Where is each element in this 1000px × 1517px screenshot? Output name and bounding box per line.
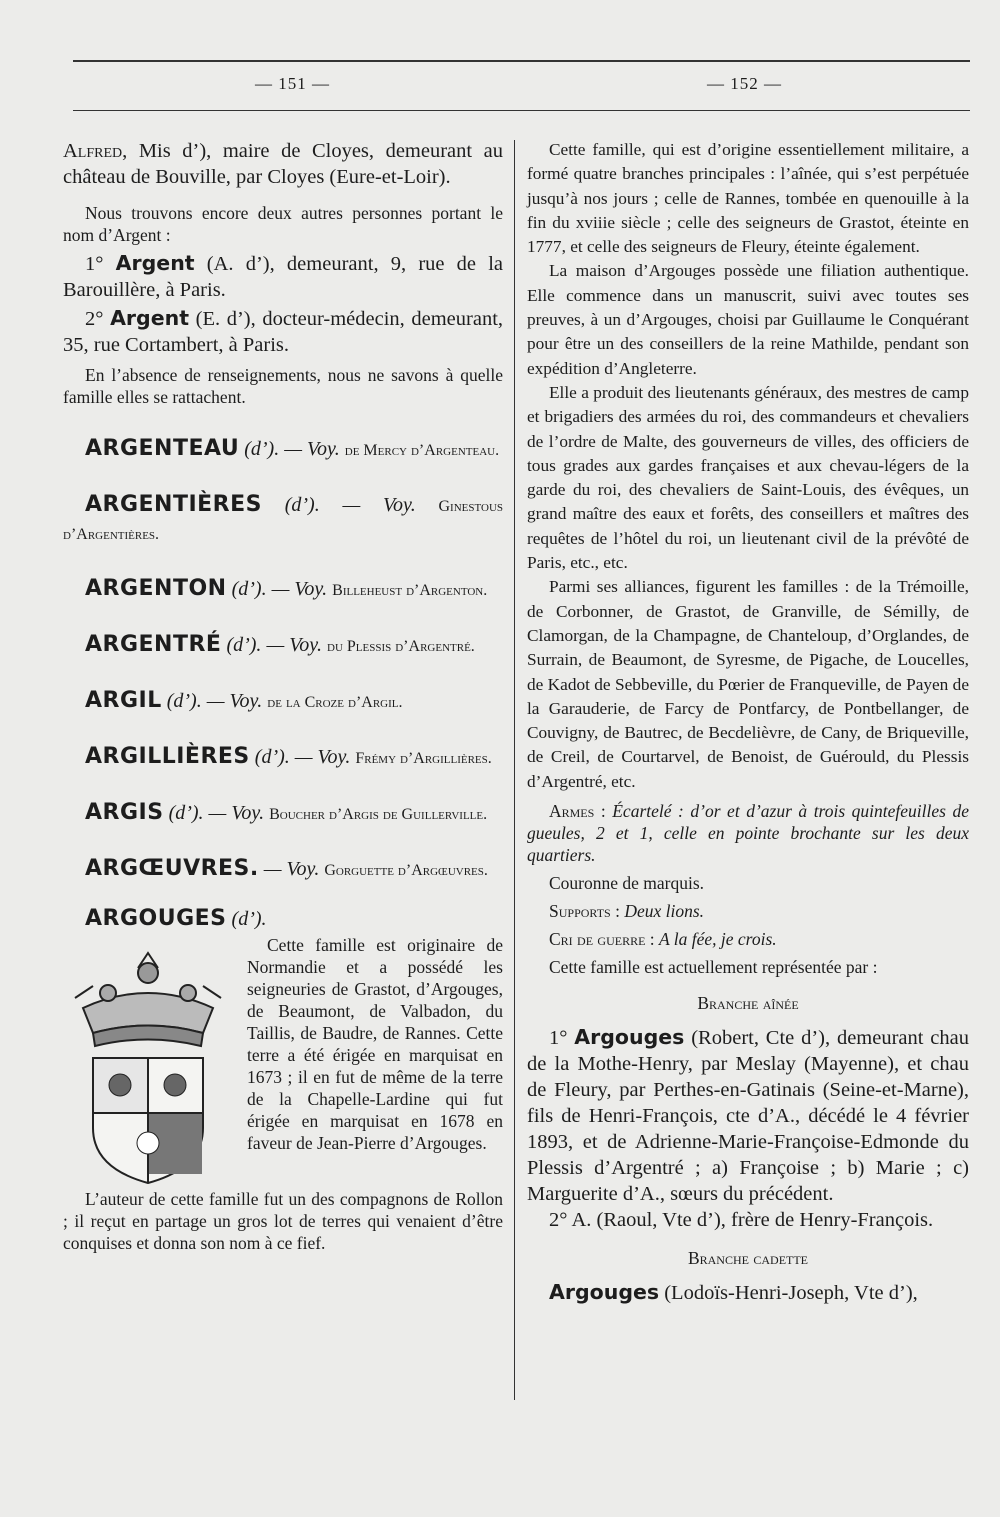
absence-text: En l’absence de renseignements, nous ne savons à quelle famille elles se rattachent.	[63, 365, 503, 407]
arms-text: Écartelé : d’or et d’azur à trois quintefeuilles de gueules, 2 et 1, celle en pointe brochante sur les deux quartiers.	[527, 801, 969, 866]
argent1-text: (A. d’), demeurant, 9, rue de la Barouillère, à Paris.	[63, 253, 504, 301]
entry-voy: — Voy.	[266, 634, 322, 656]
alfred-name: Alfred	[63, 140, 123, 162]
intro-text: Nous trouvons encore deux autres personnes portant le nom d’Argent :	[63, 203, 503, 245]
cross-reference-entry	[63, 688, 503, 716]
robert-number: 1°	[549, 1027, 568, 1050]
entry-headword: ARGIS	[85, 800, 164, 825]
entry-voy: — Voy.	[294, 746, 351, 768]
argouges-particle: (d’).	[231, 908, 267, 930]
top-rule	[73, 60, 970, 62]
entry-voy: — Voy.	[263, 858, 320, 880]
entry-headword: ARGILLIÈRES	[85, 744, 250, 769]
cross-reference-entry	[63, 436, 503, 464]
cross-reference-entry	[63, 800, 503, 828]
entry-particle: (d’).	[284, 494, 320, 516]
entry-argouges-heading	[63, 906, 503, 932]
entry-headword: ARGENTRÉ	[85, 632, 222, 657]
entry-particle: (d’).	[254, 746, 290, 768]
lodois-name: Argouges	[549, 1280, 660, 1305]
entry-alfred	[63, 138, 503, 190]
entry-voy: — Voy.	[271, 578, 328, 600]
entry-particle: (d’).	[168, 802, 204, 824]
entry-reference: Ginestous d’Argentières.	[63, 498, 504, 543]
argent2-number: 2°	[85, 308, 104, 330]
supporters	[527, 900, 969, 922]
entry-reference: Gorguette d’Argœuvres.	[324, 862, 488, 879]
raoul-number: 2°	[549, 1209, 568, 1232]
branch-elder-heading: Branche aînée	[697, 993, 799, 1014]
argouges-headword: ARGOUGES	[85, 906, 227, 931]
cross-reference-entry	[63, 492, 503, 548]
argent2-text: (E. d’), docteur-médecin, demeurant, 35, rue Cortambert, à Paris.	[63, 308, 504, 356]
cross-reference-entry	[63, 632, 503, 660]
cross-reference-list	[63, 436, 503, 884]
entry-voy: — Voy.	[342, 494, 416, 516]
entry-raoul	[527, 1207, 969, 1233]
entry-reference: Frémy d’Argillières.	[355, 750, 492, 767]
page-number-right: — 152 —	[707, 74, 782, 93]
entry-robert	[527, 1024, 969, 1207]
robert-name: Argouges	[574, 1025, 685, 1050]
entry-lodois	[527, 1279, 969, 1306]
entry-reference: de Mercy d’Argenteau.	[344, 442, 500, 459]
arms-label: Armes :	[549, 801, 606, 822]
entry-particle: (d’).	[244, 438, 280, 460]
entry-particle: (d’).	[226, 634, 262, 656]
argent1-name: Argent	[115, 251, 195, 275]
left-column	[63, 138, 503, 1254]
family-branches-text: Cette famille, qui est d’origine essentiellement militaire, a formé quatre branches principales : l’aînée, qui s’est perpétuée jusqu’à nos jours ; celle de Rannes, tombée en quenouille à la fin du xviiie siècle ; celle des seigneurs de Grastot, éteinte en 1777, et celle des seigneurs de Fleury, éteinte également.	[527, 140, 969, 257]
argent1-number: 1°	[85, 253, 104, 275]
war-cry-text: A la fée, je crois.	[659, 929, 777, 950]
entry-particle: (d’).	[166, 690, 202, 712]
lodois-text: (Lodoïs-Henri-Joseph, Vte d’),	[664, 1282, 918, 1305]
entry-headword: ARGIL	[85, 688, 162, 713]
supporters-label: Supports :	[549, 901, 620, 922]
entry-argent-2	[63, 305, 503, 358]
war-cry	[527, 928, 969, 950]
arms-blazon	[527, 800, 969, 866]
argouges-origin: L’auteur de cette famille fut un des compagnons de Rollon ; il reçut en partage un gros lot de terres qui venaient d’être conquises et donna son nom à ce fief.	[63, 1189, 503, 1253]
raoul-text: A. (Raoul, Vte d’), frère de Henry-François.	[571, 1209, 934, 1232]
crown-text: Couronne de marquis.	[549, 873, 705, 894]
entry-reference: Boucher d’Argis de Guillerville.	[269, 806, 488, 823]
entry-voy: — Voy.	[208, 802, 265, 824]
cross-reference-entry	[63, 856, 503, 884]
offices-text: Elle a produit des lieutenants généraux, des mestres de camp et brigadiers des armées du roi, des commandeurs et chevaliers de l’ordre de Malte, des gouverneurs de villes, des officiers de tous grades aux gardes françaises et aux chevau-légers de la garde du roi, des chevaliers de Saint-Louis, des évêques, un grand maître des eaux et forêts, des conseillers et maîtres des requêtes de l’hôtel du roi, un lieutenant civil de la prévôté de Paris, etc., etc.	[527, 382, 969, 573]
right-column	[527, 138, 969, 1306]
entry-voy: — Voy.	[284, 438, 340, 460]
argouges-block	[63, 934, 503, 1254]
alliances-text: Parmi ses alliances, figurent les familles : de la Trémoille, de Corbonner, de Grastot, de Granville, de Sémilly, de Clamorgan, de la Champagne, de Chanteloup, d’Orglandes, de Surrain, de Beaumont, de Syresme, de Pigache, de Loucelles, de Kadot de Sebbeville, du Pœrier de Franqueville, de Payen de la Garauderie, de Farcy de Pontfarcy, de Pontbellanger, de Couvigny, de Bautrec, de Becdelièvre, de Cany, de Briqueville, de Creil, de Courtarvel, de Benoist, de Guérould, du Plessis d’Argentré, etc.	[527, 577, 969, 791]
entry-reference: Billeheust d’Argenton.	[332, 582, 488, 599]
entry-headword: ARGENTEAU	[85, 436, 240, 461]
entry-headword: ARGŒUVRES.	[85, 856, 259, 881]
entry-reference: de la Croze d’Argil.	[267, 694, 403, 711]
page-number-left: — 151 —	[255, 74, 330, 93]
column-divider	[514, 140, 515, 1400]
robert-text: (Robert, Cte d’), demeurant chau de la Mothe-Henry, par Meslay (Mayenne), et chau de Fleury, par Perthes-en-Gatinais (Seine-et-Marne), fils de Henri-François, cte d’A., décédé le 4 février 1893, et de Adrienne-Marie-Françoise-Edmonde du Plessis d’Argentré ; a) Françoise ; b) Marie ; c) Marguerite d’A., sœurs du précédent.	[527, 1027, 969, 1206]
entry-headword: ARGENTIÈRES	[85, 492, 262, 517]
alfred-text: , Mis d’), maire de Cloyes, demeurant au château de Bouville, par Cloyes (Eure-et-Loir).	[63, 140, 503, 188]
cross-reference-entry	[63, 576, 503, 604]
represented-text: Cette famille est actuellement représentée par :	[549, 957, 878, 978]
supporters-text: Deux lions.	[624, 901, 705, 922]
cross-reference-entry	[63, 744, 503, 772]
war-cry-label: Cri de guerre :	[549, 929, 655, 950]
argent2-name: Argent	[110, 306, 190, 330]
argouges-description: Cette famille est originaire de Normandie et a possédé les seigneuries de Grastot, d’Argouges, de Beaumont, de Valbadon, du Taillis, de Baudre, de Rannes. Cette terre a été érigée en marquisat en 1673 ; il en fut de même de la terre de la Chapelle-Lardine qui fut érigée en marquisat en 1678 en faveur de Jean-Pierre d’Argouges.	[247, 935, 503, 1153]
filiation-text: La maison d’Argouges possède une filiation authentique. Elle commence dans un manuscrit, suivi avec toutes ses preuves, à un d’Argouges, choisi par Guillaume le Conquérant pour être un des conseillers de la reine Mathilde, pendant son expédition d’Angleterre.	[527, 261, 969, 378]
entry-reference: du Plessis d’Argentré.	[327, 638, 475, 655]
coat-of-arms-icon	[63, 938, 233, 1188]
entry-voy: — Voy.	[206, 690, 263, 712]
entry-particle: (d’).	[231, 578, 267, 600]
header-rule	[73, 110, 970, 111]
branch-younger-heading: Branche cadette	[687, 1248, 809, 1269]
entry-argent-1	[63, 250, 503, 303]
entry-headword: ARGENTON	[85, 576, 227, 601]
